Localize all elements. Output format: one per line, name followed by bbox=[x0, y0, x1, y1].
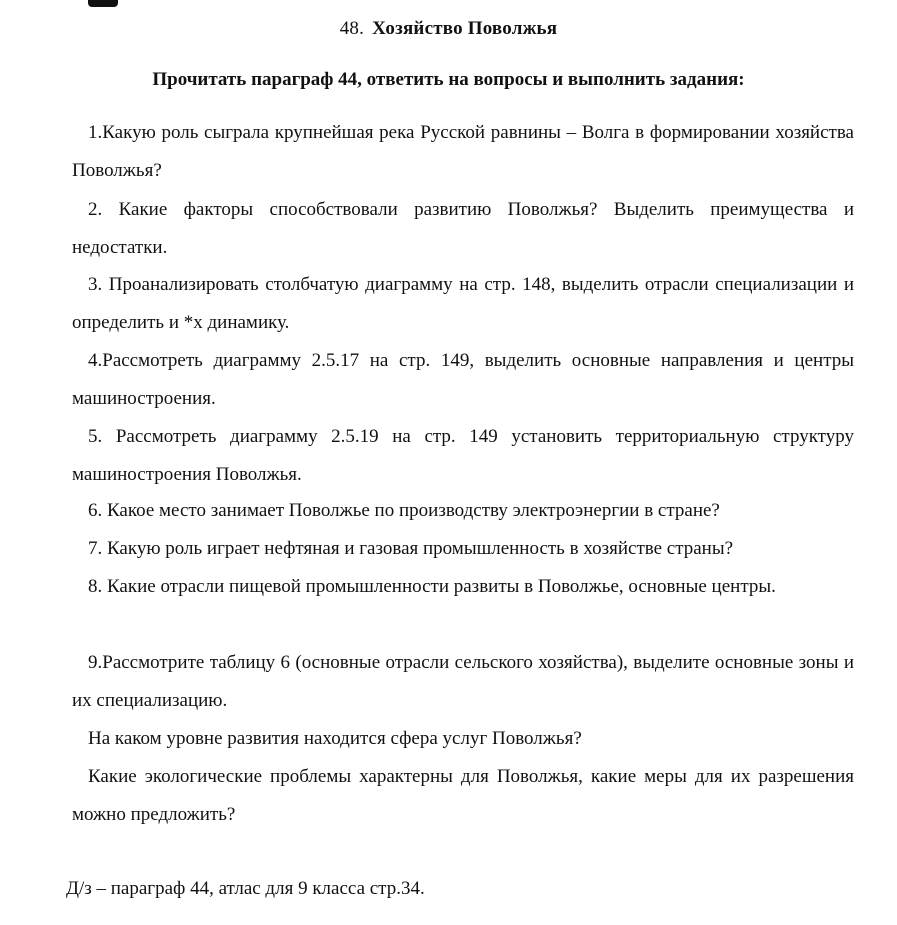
question-4: 4.Рассмотреть диаграмму 2.5.17 на стр. 149, выделить основные направления и центры машиностроения. bbox=[72, 350, 854, 409]
question-2: 2. Какие факторы способствовали развитию Поволжья? Выделить преимущества и недостатки. bbox=[72, 199, 854, 258]
scan-artifact bbox=[88, 0, 118, 7]
question-1: 1.Какую роль сыграла крупнейшая река Русской равнины – Волга в формировании хозяйства Поволжья? bbox=[72, 122, 854, 181]
lesson-number: 48. bbox=[339, 18, 365, 39]
instruction-heading: Прочитать параграф 44, ответить на вопросы и выполнить задания: bbox=[152, 69, 745, 90]
question-8: 8. Какие отрасли пищевой промышленности развиты в Поволжье, основные центры. bbox=[88, 576, 776, 597]
question-ecology: Какие экологические проблемы характерны для Поволжья, какие меры для их разрешения можно предложить? bbox=[72, 766, 854, 825]
question-3: 3. Проанализировать столбчатую диаграмму на стр. 148, выделить отрасли специализации и определить и *х динамику. bbox=[72, 274, 854, 333]
page-title bbox=[0, 18, 897, 40]
question-services: На каком уровне развития находится сфера услуг Поволжья? bbox=[88, 728, 582, 749]
homework-line: Д/з – параграф 44, атлас для 9 класса стр.34. bbox=[66, 878, 425, 899]
question-5: 5. Рассмотреть диаграмму 2.5.19 на стр. 149 установить территориальную структуру машиностроения Поволжья. bbox=[72, 426, 854, 485]
question-6: 6. Какое место занимает Поволжье по производству электроэнергии в стране? bbox=[88, 500, 720, 521]
question-7: 7. Какую роль играет нефтяная и газовая промышленность в хозяйстве страны? bbox=[88, 538, 734, 559]
lesson-title: Хозяйство Поволжья bbox=[372, 18, 558, 39]
question-9: 9.Рассмотрите таблицу 6 (основные отрасли сельского хозяйства), выделите основные зоны и их специализацию. bbox=[72, 652, 854, 711]
